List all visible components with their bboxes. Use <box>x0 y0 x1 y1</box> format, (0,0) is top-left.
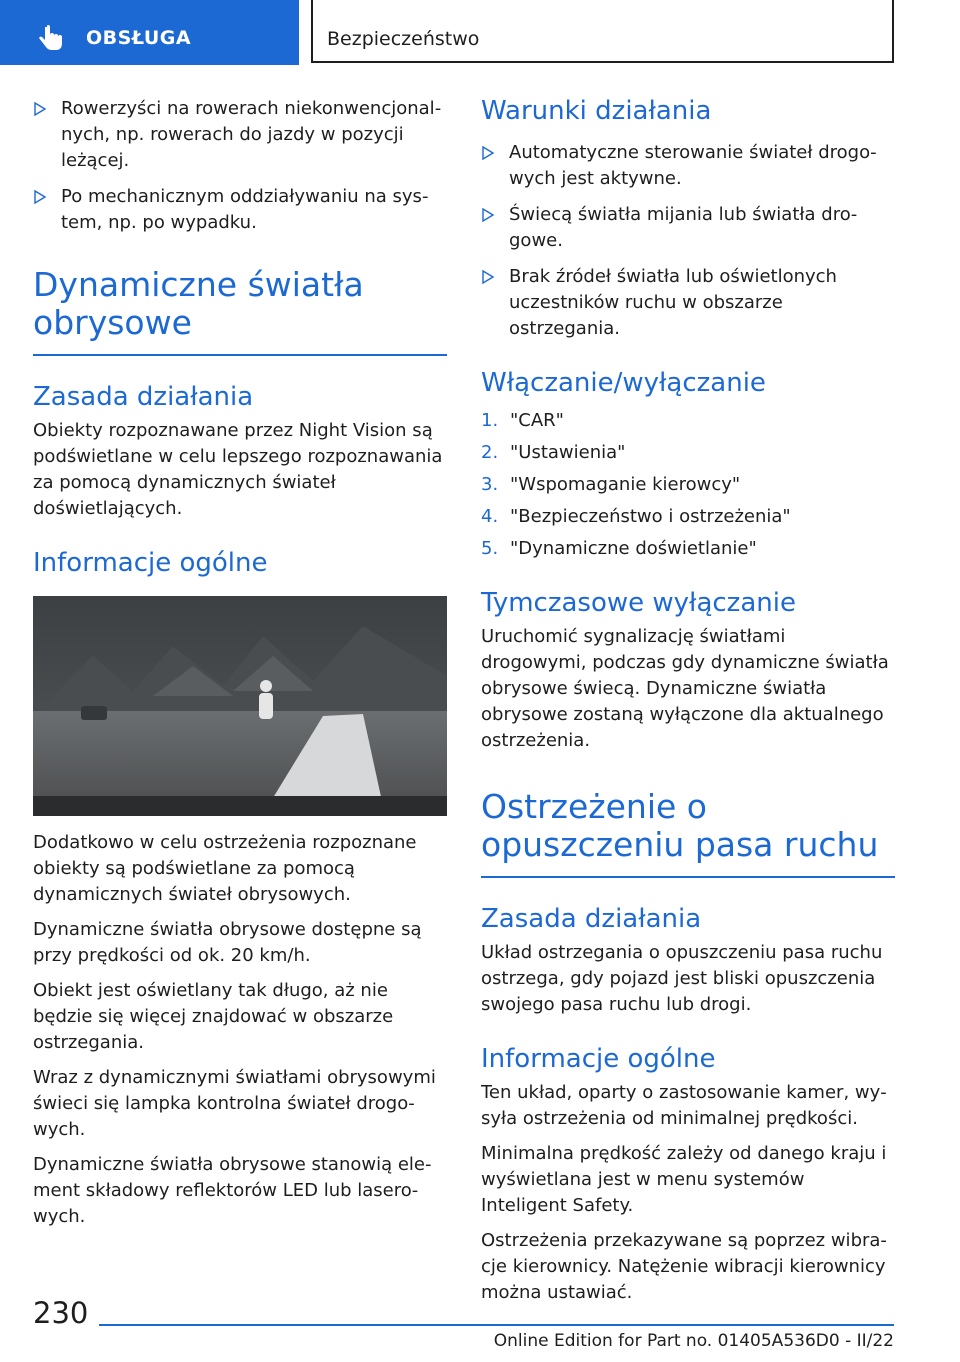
paragraph: Wraz z dynamicznymi światłami obrysowymi świeci się lampka kontrolna świateł drogowych. <box>33 1067 436 1140</box>
section-heading: Ostrzeżenie o opuszczeniu pasa ruchu <box>481 787 879 864</box>
section-label: OBSŁUGA <box>86 27 192 49</box>
paragraph: Ostrzeżenia przekazywane są poprzez wibracje kierownicy. Natężenie wibracji kierownicy można ustawiać. <box>481 1230 887 1303</box>
list-item: Automatyczne sterowanie świateł drogowych jest aktywne. <box>481 140 895 192</box>
paragraph: Dynamiczne światła obrysowe stanowią element składowy reflektorów LED lub laserowych. <box>33 1154 432 1227</box>
paragraph: Ten układ, oparty o zastosowanie kamer, wysyła ostrzeżenia od minimalnej prędkości. <box>481 1082 887 1129</box>
hand-pointer-icon <box>36 24 66 54</box>
chapter-header <box>311 0 894 63</box>
list-item: 1. "CAR" <box>481 410 564 431</box>
bullet-triangle-icon <box>33 190 47 204</box>
heading-divider <box>481 876 895 878</box>
bullet-triangle-icon <box>481 208 495 222</box>
subsection-heading: Warunki działania <box>481 96 712 126</box>
list-item: 5. "Dynamiczne doświetlanie" <box>481 538 757 559</box>
section-heading: Dynamiczne światła obrysowe <box>33 265 364 342</box>
subsection-heading: Zasada działania <box>33 382 254 412</box>
list-item: 2. "Ustawienia" <box>481 442 626 463</box>
list-item: Rowerzyści na rowerach niekonwencjonalnych, np. rowerach do jazdy w pozycji leżącej. <box>33 96 447 174</box>
left-column <box>33 96 447 1239</box>
list-item: Świecą światła mijania lub światła drogowe. <box>481 202 895 254</box>
subsection-heading: Informacje ogólne <box>481 1044 716 1074</box>
bullet-triangle-icon <box>481 146 495 160</box>
subsection-heading: Tymczasowe wyłączanie <box>481 588 796 618</box>
section-tab <box>0 0 299 65</box>
edition-info: Online Edition for Part no. 01405A536D0 - II/22 <box>493 1331 894 1351</box>
bullet-triangle-icon <box>33 102 47 116</box>
footer-divider <box>99 1324 894 1326</box>
right-column <box>481 96 895 1315</box>
paragraph: Obiekty rozpoznawane przez Night Vision są podświetlane w celu lepszego rozpoznawania za pomocą dynamicznych świateł doświetlających. <box>33 420 443 519</box>
list-item: Brak źródeł światła lub oświetlonych uczestników ruchu w obszarze ostrzegania. <box>481 264 895 342</box>
night-vision-photo <box>33 596 447 816</box>
heading-divider <box>33 354 447 356</box>
subsection-heading: Włączanie/wyłączanie <box>481 368 766 398</box>
paragraph: Obiekt jest oświetlany tak długo, aż nie będzie się więcej znajdować w obszarze ostrzegania. <box>33 980 394 1053</box>
paragraph: Dodatkowo w celu ostrzeżenia rozpoznane obiekty są podświetlane za pomocą dynamicznych świateł obrysowych. <box>33 832 417 905</box>
chapter-label: Bezpieczeństwo <box>327 28 480 50</box>
list-item: 4. "Bezpieczeństwo i ostrzeżenia" <box>481 506 791 527</box>
paragraph: Dynamiczne światła obrysowe dostępne są przy prędkości od ok. 20 km/h. <box>33 919 422 966</box>
list-item: 3. "Wspomaganie kierowcy" <box>481 474 741 495</box>
paragraph: Uruchomić sygnalizację światłami drogowymi, podczas gdy dynamiczne światła obrysowe świecą. Dynamiczne światła obrysowe zostaną wyłączone dla aktualnego ostrzeżenia. <box>481 626 889 751</box>
paragraph: Układ ostrzegania o opuszczeniu pasa ruchu ostrzega, gdy pojazd jest bliski opuszczenia swojego pasa ruchu lub drogi. <box>481 942 883 1015</box>
list-item: Po mechanicznym oddziaływaniu na system, np. po wypadku. <box>33 184 447 236</box>
paragraph: Minimalna prędkość zależy od danego kraju i wyświetlana jest w menu systemów Inteligent Safety. <box>481 1143 887 1216</box>
bullet-triangle-icon <box>481 270 495 284</box>
subsection-heading: Informacje ogólne <box>33 548 268 578</box>
page-number: 230 <box>33 1296 89 1330</box>
subsection-heading: Zasada działania <box>481 904 702 934</box>
